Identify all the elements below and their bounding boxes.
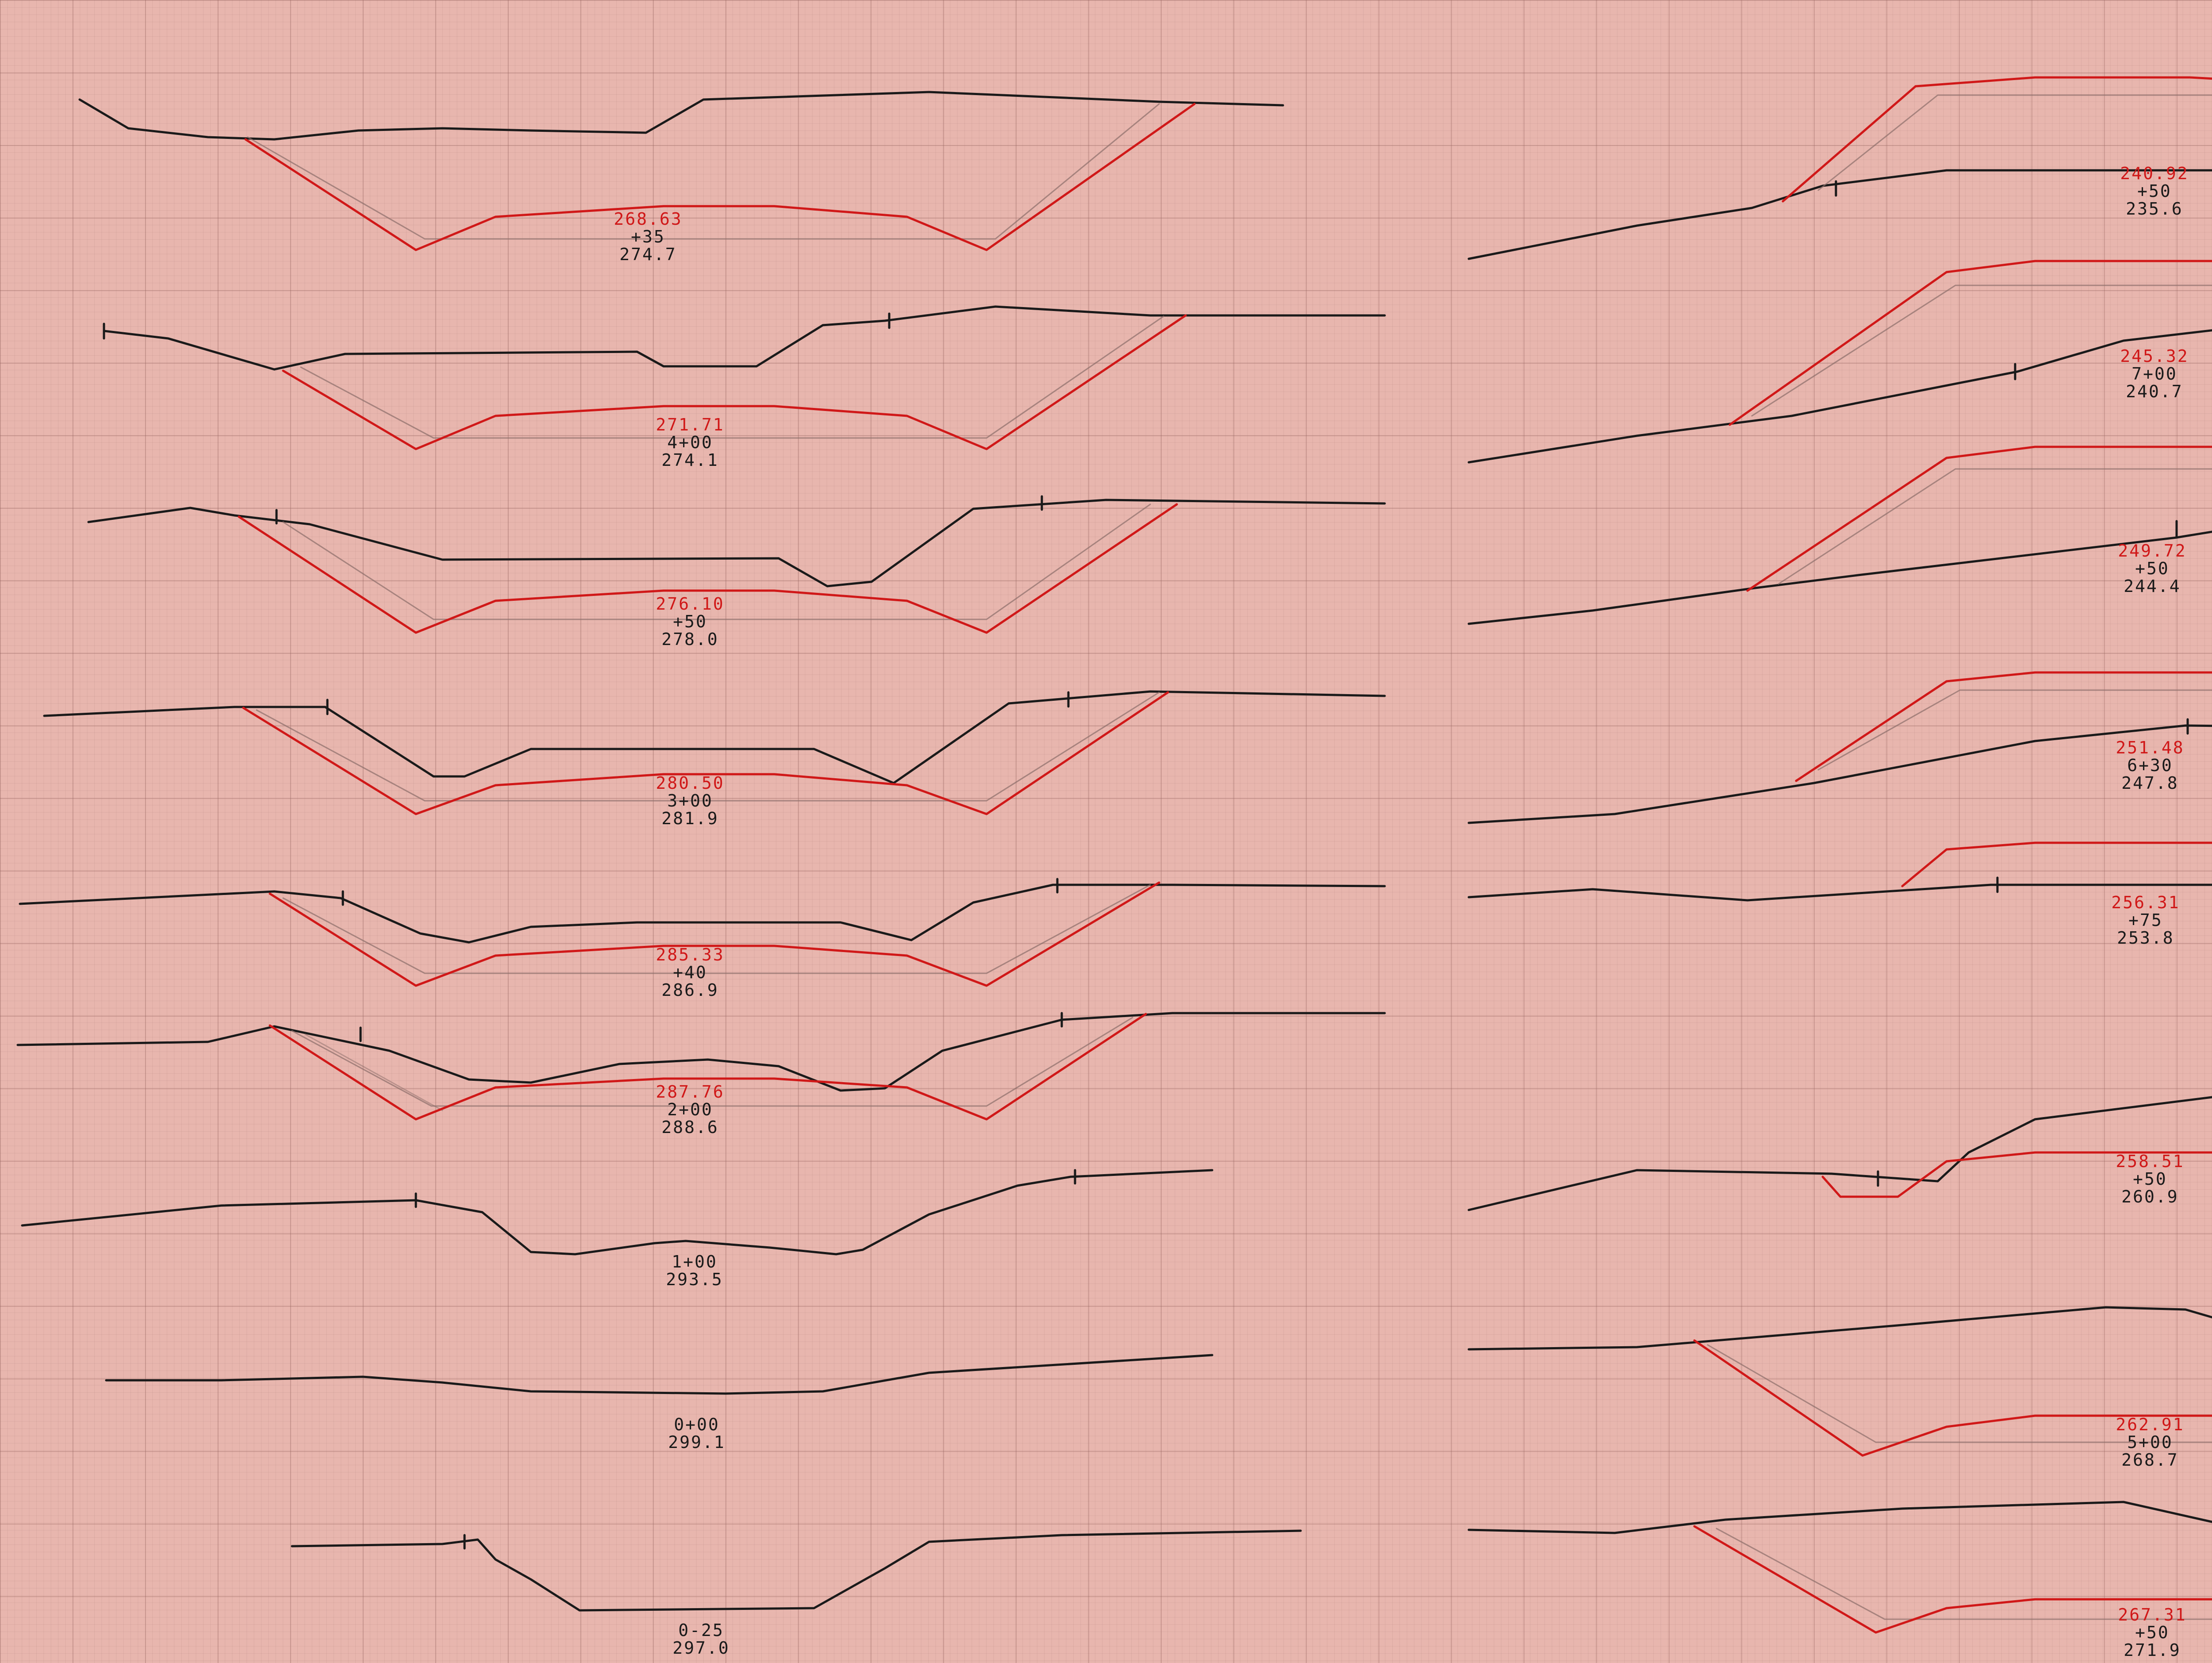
ground-line [292, 1531, 1301, 1610]
ground-line [22, 1170, 1212, 1254]
station-label: +50 [2135, 1623, 2170, 1642]
design-elevation: 262.91 [2116, 1415, 2185, 1434]
station-label: +50 [2133, 1169, 2167, 1189]
ground-elevation: 244.4 [2124, 576, 2181, 596]
ground-elevation: 274.1 [661, 450, 719, 470]
station-label: 2+00 [667, 1100, 713, 1119]
station-label: 0+00 [674, 1415, 720, 1434]
design-elevation: 258.51 [2116, 1152, 2185, 1171]
design-line [1902, 805, 2212, 886]
section-label [591, 210, 706, 263]
section-label [633, 774, 748, 827]
station-label: 7+00 [2131, 364, 2177, 384]
ground-elevation: 253.8 [2117, 928, 2174, 948]
ground-elevation: 235.6 [2126, 199, 2183, 219]
section-right-2 [1469, 204, 2212, 462]
section-label [633, 1083, 748, 1136]
station-label: +40 [673, 963, 707, 982]
ground-elevation: 278.0 [661, 630, 719, 649]
design-elevation: 287.76 [656, 1082, 725, 1102]
ground-elevation: 286.9 [661, 980, 719, 1000]
design-elevation: 280.50 [656, 773, 725, 793]
design-elevation: 240.92 [2120, 164, 2189, 183]
section-label [2097, 347, 2212, 400]
ground-elevation: 240.7 [2126, 382, 2183, 401]
design-elevation: 268.63 [614, 209, 683, 229]
section-label [633, 946, 748, 999]
section-label [2093, 1152, 2208, 1206]
ground-line [20, 885, 1385, 942]
station-label: +50 [2137, 181, 2172, 201]
ground-line [1469, 779, 2212, 900]
ghost-line [1717, 1504, 2212, 1619]
section-label [2093, 739, 2208, 792]
ground-elevation: 271.9 [2124, 1640, 2181, 1660]
design-elevation: 271.71 [656, 415, 725, 434]
ground-elevation: 281.9 [661, 809, 719, 828]
design-elevation: 245.32 [2120, 346, 2189, 366]
design-elevation: 276.10 [656, 594, 725, 614]
section-label [644, 1621, 759, 1657]
section-left-7 [22, 1170, 1212, 1254]
ground-elevation: 260.9 [2121, 1187, 2179, 1206]
ground-line [44, 691, 1385, 783]
ground-line [1469, 1306, 2212, 1352]
section-label [633, 416, 748, 469]
station-label: +50 [673, 612, 707, 631]
ground-elevation: 247.8 [2121, 773, 2179, 793]
ground-line [1469, 1471, 2212, 1533]
ground-line [88, 500, 1385, 586]
section-label [2093, 1416, 2208, 1469]
ground-line [106, 1355, 1212, 1394]
station-label: 1+00 [672, 1252, 718, 1271]
ground-line [1469, 20, 2212, 259]
section-label [2095, 542, 2210, 595]
ground-line [104, 307, 1385, 369]
section-left-9 [292, 1531, 1301, 1610]
station-label: 5+00 [2127, 1433, 2173, 1452]
section-right-5 [1469, 779, 2212, 900]
station-label: 4+00 [667, 433, 713, 452]
section-label [2097, 165, 2212, 218]
station-label: 0-25 [678, 1621, 724, 1640]
section-left-8 [106, 1355, 1212, 1394]
section-label [633, 595, 748, 648]
ground-line [80, 92, 1283, 139]
section-label [639, 1416, 754, 1451]
ground-elevation: 288.6 [661, 1118, 719, 1137]
ground-line [1469, 204, 2212, 462]
station-label: +75 [2128, 910, 2163, 930]
section-label [637, 1253, 752, 1288]
design-elevation: 267.31 [2118, 1605, 2187, 1625]
design-elevation: 285.33 [656, 945, 725, 964]
ground-elevation: 268.7 [2121, 1450, 2179, 1470]
station-label: +35 [631, 227, 665, 246]
station-label: 6+30 [2127, 756, 2173, 775]
section-label [2095, 1606, 2210, 1659]
ground-elevation: 293.5 [666, 1270, 723, 1289]
section-right-1 [1469, 20, 2212, 259]
section-label [2088, 894, 2203, 947]
station-label: +50 [2135, 559, 2170, 578]
ground-elevation: 297.0 [672, 1638, 730, 1658]
design-elevation: 256.31 [2111, 893, 2180, 912]
design-elevation: 249.72 [2118, 541, 2187, 561]
station-label: 3+00 [667, 791, 713, 810]
design-line [246, 104, 1194, 250]
ground-elevation: 274.7 [619, 245, 677, 264]
ground-elevation: 299.1 [668, 1433, 726, 1452]
design-elevation: 251.48 [2116, 738, 2185, 757]
ghost-line [305, 1034, 442, 1110]
